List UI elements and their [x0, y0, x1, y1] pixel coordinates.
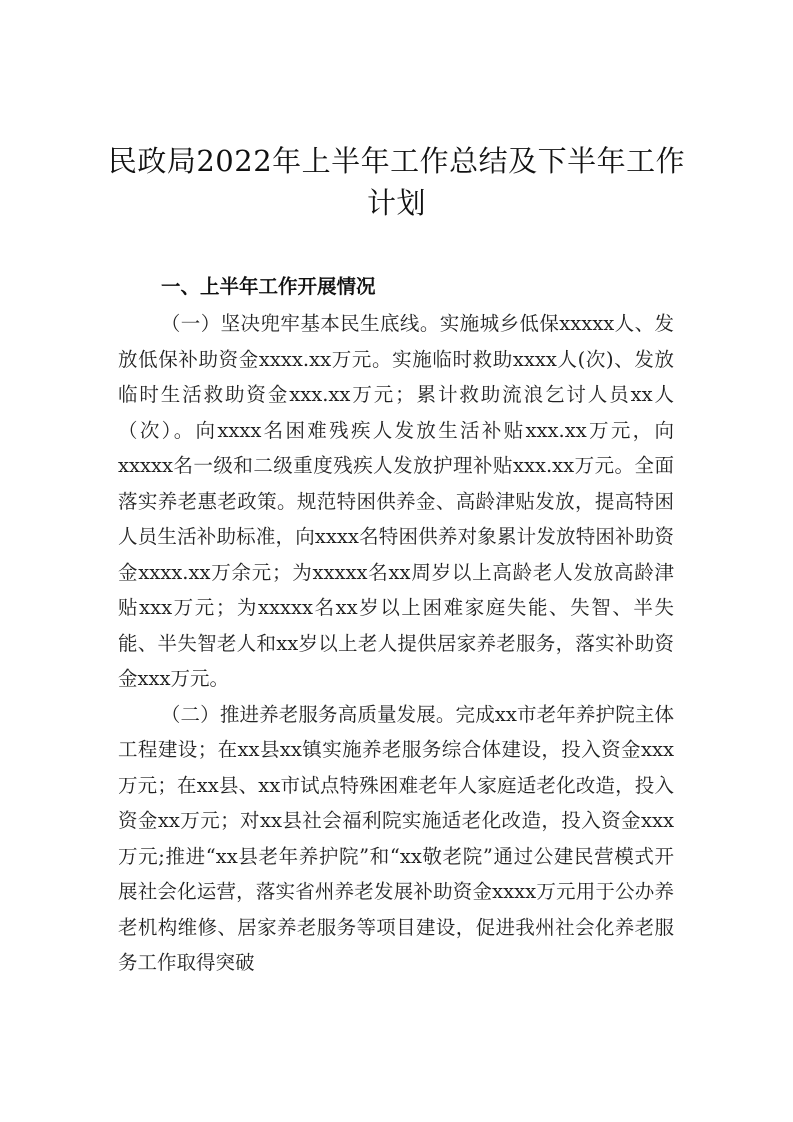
document-title: 民政局2022年上半年工作总结及下半年工作计划 [107, 144, 686, 220]
section-heading: 一、上半年工作开展情况 [161, 275, 376, 298]
paragraph: （二）推进养老服务高质量发展。完成xx市老年养护院主体工程建设；在xx县xx镇实施养老服务综合体建设，投入资金xxx万元；在xx县、xx市试点特殊困难老年人家庭适老化改造，投入资金xx万元；对xx县社会福利院实施适老化改造，投入资金xxx万元;推进“xx县老年养护院”和“xx敬老院”通过公建民营模式开展社会化运营，落实省州养老发展补助资金xxxx万元用于公办养老机构维修、居家养老服务等项目建设，促进我州社会化养老服务工作取得突破 [118, 702, 674, 974]
paragraph: （一）坚决兜牢基本民生底线。实施城乡低保xxxxx人、发放低保补助资金xxxx.xx万元。实施临时救助xxxx人(次)、发放临时生活救助资金xxx.xx万元；累计救助流浪乞讨人员xx人（次）。向xxxx名困难残疾人发放生活补贴xxx.xx万元，向xxxxx名一级和二级重度残疾人发放护理补贴xxx.xx万元。全面落实养老惠老政策。规范特困供养金、高龄津贴发放，提高特困人员生活补助标准，向xxxx名特困供养对象累计发放特困补助资金xxxx.xx万余元；为xxxxx名xx周岁以上高龄老人发放高龄津贴xxx万元；为xxxxx名xx岁以上困难家庭失能、失智、半失能、半失智老人和xx岁以上老人提供居家养老服务，落实补助资金xxx万元。 [118, 312, 674, 690]
section-body [118, 306, 674, 981]
